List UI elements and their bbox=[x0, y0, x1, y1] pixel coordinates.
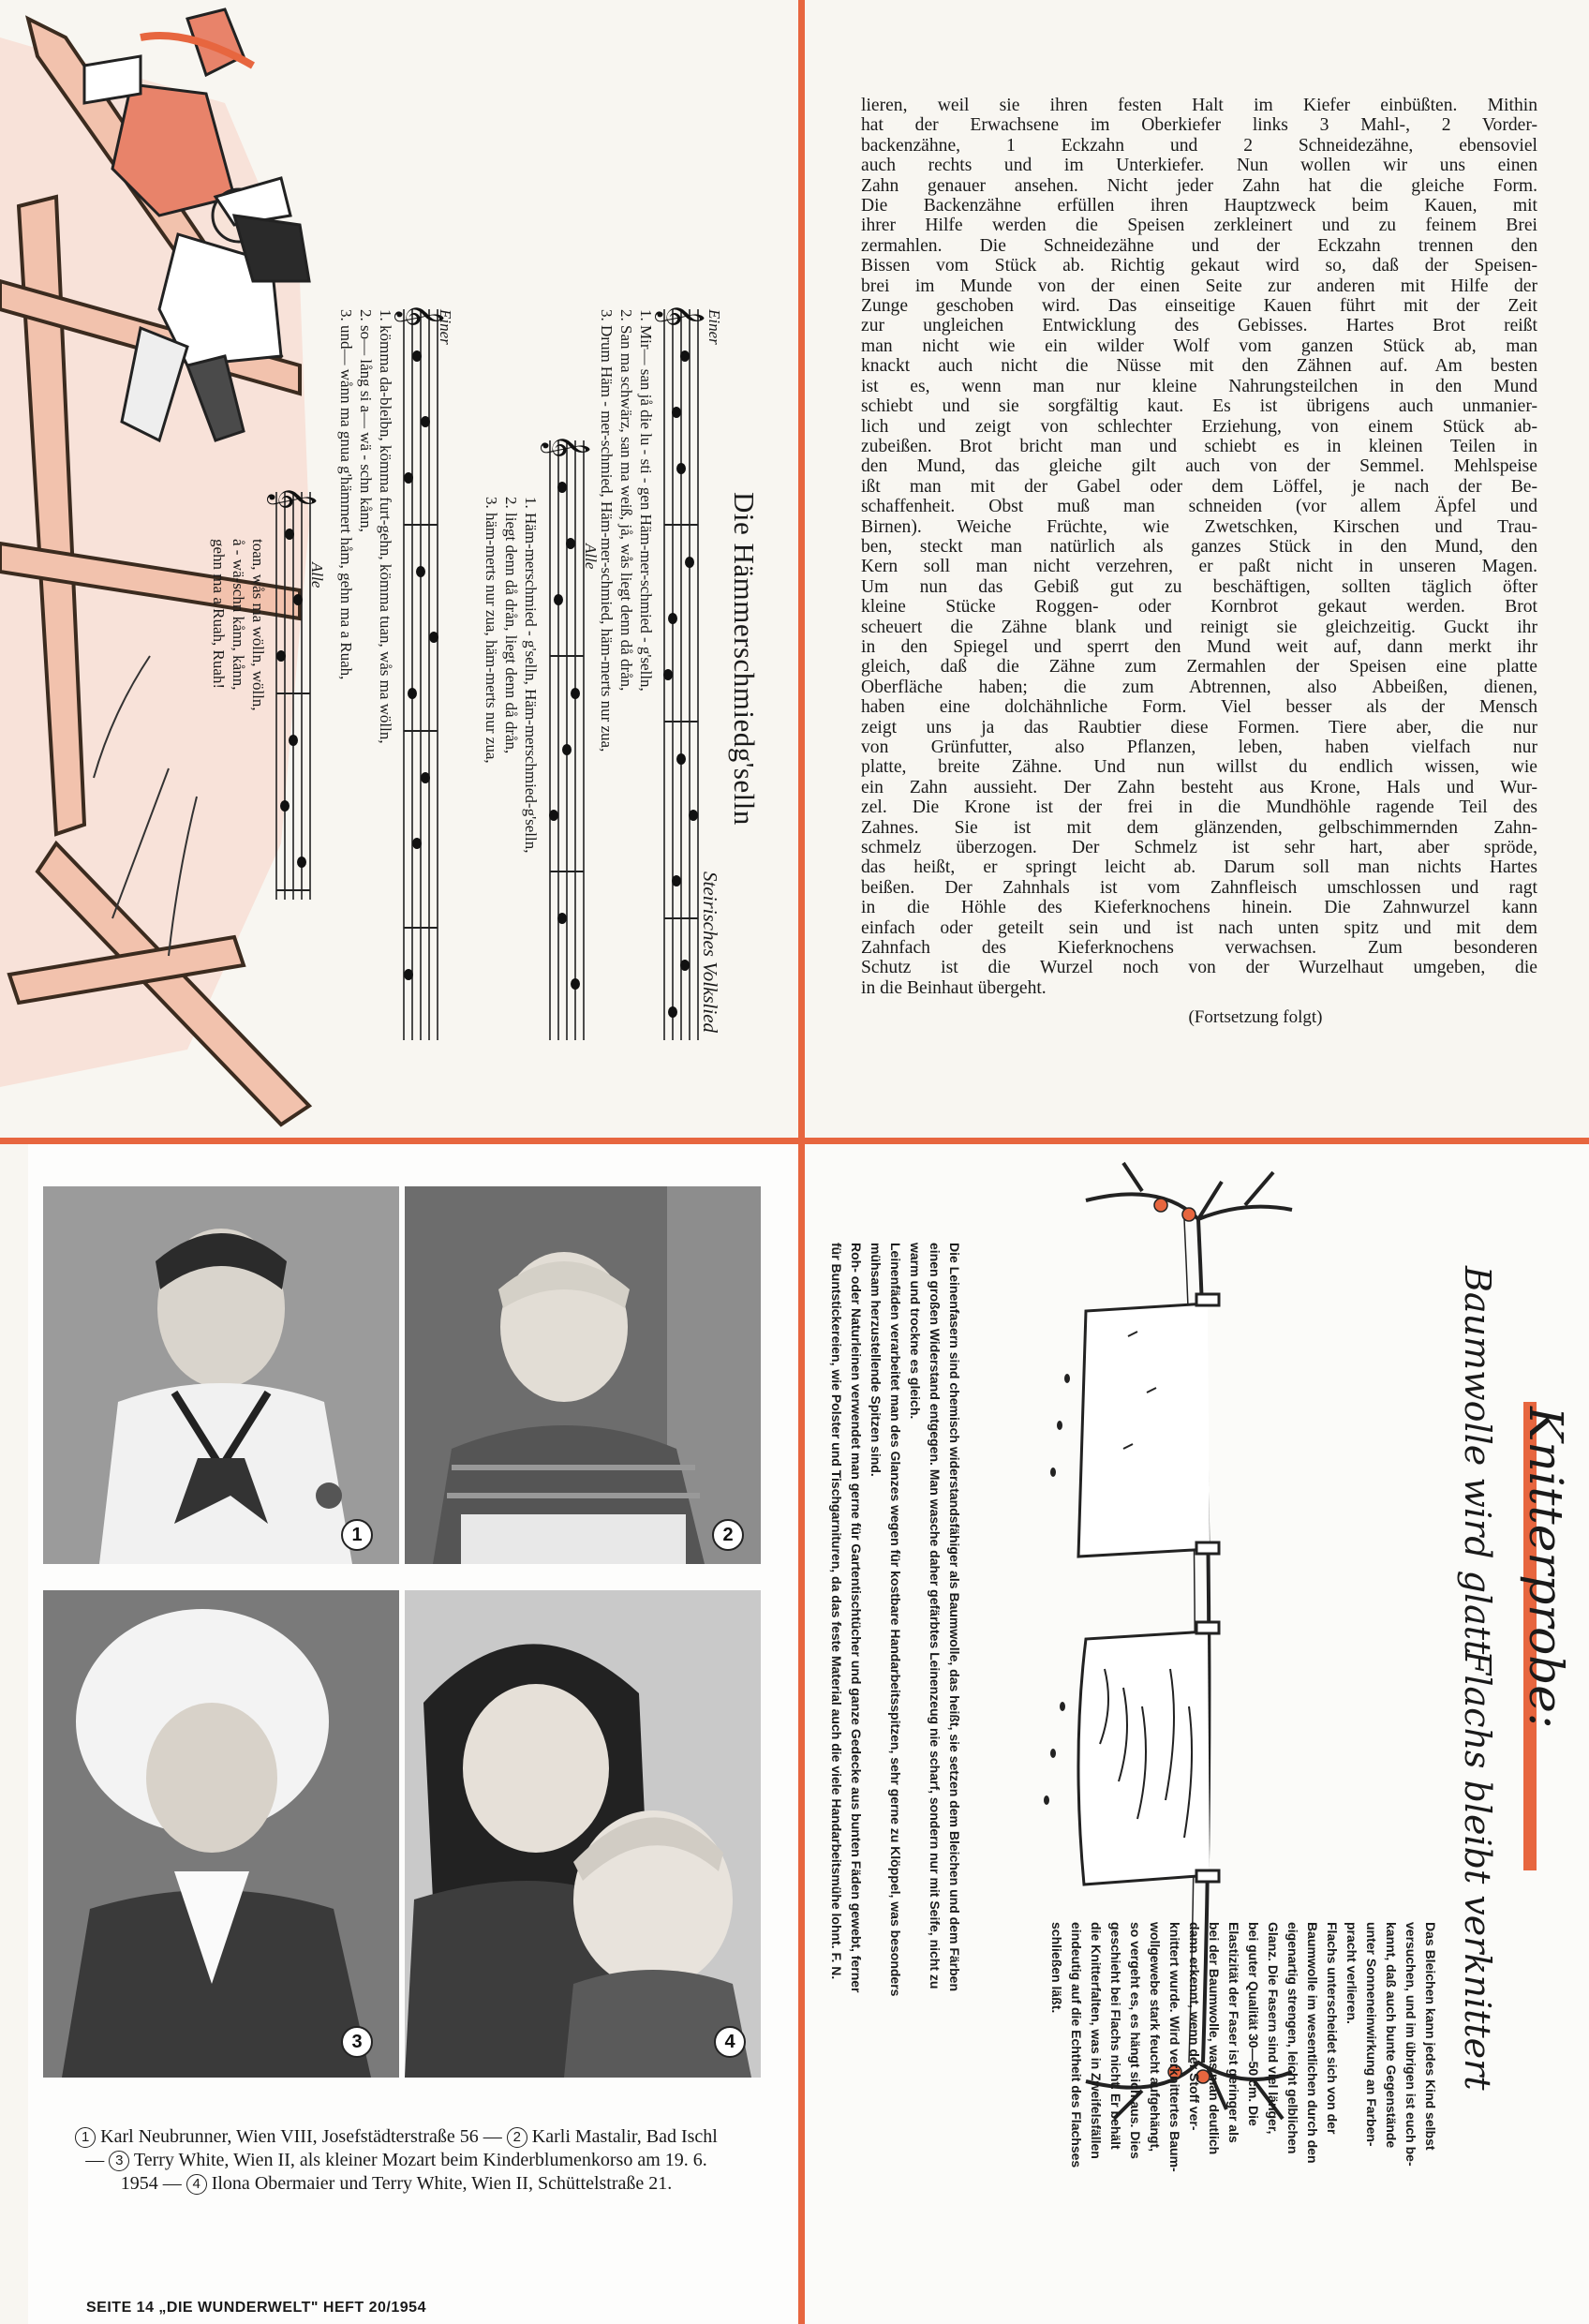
article-line: hat der Erwachsene im Oberkiefer links 3 Mahl-, 2 Vorder- bbox=[861, 115, 1537, 136]
caption-number: 1 bbox=[75, 2127, 96, 2148]
article-line: man nicht wie ein wilder Wolf vom ganzen Stück ab, man bbox=[861, 335, 1537, 356]
text-line: für Buntstickereien, wie Polster und Tischgarnituren, da das feste Material auch die viele Handarbeitsmühe lohnt. F. N. bbox=[829, 1243, 844, 1980]
caption-number: 2 bbox=[507, 2127, 527, 2148]
caption-text: Ilona Obermaier und Terry White, Wien II, Schüttelstraße 21. bbox=[211, 2173, 673, 2194]
article-line: von Grünfutter, also Pflanzen, leben, haben vielfach nur bbox=[861, 737, 1537, 757]
article-line: lieren, weil sie ihren festen Halt im Kiefer einbüßten. Mithin bbox=[861, 96, 1537, 115]
text-line: die Knitterfalten, was in Zweifelsfällen bbox=[1089, 1922, 1104, 2159]
article-line: ein Zahn aussieht. Der Zahn besteht aus Krone, Hals und Wur- bbox=[861, 777, 1537, 797]
flachs-text bbox=[1047, 1922, 1440, 2172]
caption-number: 4 bbox=[186, 2174, 207, 2195]
article-line: schmelz überzogen. Der Schmelz ist sehr hart, aber spröde, bbox=[861, 838, 1537, 858]
article-line: zeigt uns ja das Raubtier diese Formen. Tiere aber, die nur bbox=[861, 717, 1537, 737]
article-line: brei im Munde von der einen Seite zur anderen mit Hilfe der bbox=[861, 276, 1537, 296]
text-line: Baumwolle im wesentlichen durch den bbox=[1305, 1922, 1320, 2164]
article-line: backenzähne, 1 Eckzahn und 2 Schneidezähne, ebensoviel bbox=[861, 135, 1537, 156]
lyric-line: 2. so— lång si a— wä - schn kånn, bbox=[357, 309, 375, 532]
lyric-line: 1. Mir— san jå die lu - sti - gen Häm-mer-schmied - g'selln, bbox=[637, 309, 655, 692]
article-line: Bissen vom Stück ab. Richtig gekaut wird so, daß der Speisen- bbox=[861, 256, 1537, 276]
lyric-line: 1. kömma da-bleibn, kömma furt-gehn, kömma tuan, wås ma wölln, bbox=[377, 309, 394, 744]
text-line: eindeutig auf die Echtheit des Flachses bbox=[1069, 1922, 1084, 2168]
caption-number: 3 bbox=[109, 2151, 129, 2171]
photo-3 bbox=[43, 1590, 399, 2078]
article-line: Zahnfach des Kieferknochens verwachsen. Zum besonderen bbox=[861, 938, 1537, 959]
boy-sailor-suit-portrait bbox=[43, 1186, 399, 1564]
lyric-line: gehn ma a Ruah, Ruah! bbox=[210, 539, 228, 690]
photo-number: 1 bbox=[341, 1519, 373, 1551]
staff-3 bbox=[404, 309, 438, 1040]
lyric-line: å - wä-schn kånn, kånn, bbox=[230, 539, 247, 691]
article-line: schaffenheit. Obst muß man schneiden (vor allem Äpfel und bbox=[861, 497, 1537, 517]
article-line: Kern soll man nicht verzehren, er paßt nicht in unseren Magen. bbox=[861, 557, 1537, 577]
staff-3-label: Einer bbox=[437, 309, 454, 345]
text-line: Flachs unterscheidet sich von der bbox=[1325, 1922, 1340, 2135]
article-line: den Mund, das gleiche gilt auch von der Semmel. Mehlspeise bbox=[861, 456, 1537, 477]
text-line: pracht verlieren. bbox=[1344, 1922, 1359, 2024]
article-line: zermahlen. Die Schneidezähne und der Eckzahn trennen den bbox=[861, 235, 1537, 256]
article-line: schiebt und sie sorgfältig kaut. Es ist übrigens auch unmanier- bbox=[861, 396, 1537, 417]
article-line: Um nun das Gebiß gut zu beschäftigen, sollten täglich öfter bbox=[861, 576, 1537, 597]
article-line: auch rechts und im Unterkiefer. Nun wollen wir uns einen bbox=[861, 156, 1537, 176]
text-line: mühsam herzustellende Spitzen sind. bbox=[869, 1243, 884, 1477]
flax-label: Flachs bleibt verknittert bbox=[1457, 1650, 1498, 2091]
teeth-article-page bbox=[805, 0, 1589, 1138]
article-line: Zunge geschoben wird. Das einseitige Kauen führt mit der Zeit bbox=[861, 296, 1537, 317]
staff-4-lyrics bbox=[209, 539, 268, 895]
flax-cloth bbox=[1078, 1631, 1210, 1885]
staff-2 bbox=[550, 440, 584, 1040]
page-footer: SEITE 14 „DIE WUNDERWELT" HEFT 20/1954 bbox=[86, 2300, 426, 2316]
photo-2 bbox=[405, 1186, 761, 1564]
text-line: versuchen, und im übrigen ist euch be- bbox=[1403, 1922, 1418, 2167]
staff-4-label: Alle bbox=[308, 562, 326, 588]
article-line: ihrer Hilfe werden die Speisen zerkleinert und zu feinem Brei bbox=[861, 216, 1537, 236]
boy-sweater-portrait bbox=[405, 1186, 761, 1564]
lyric-line: toan, wås ma wölln, wölln, bbox=[249, 539, 267, 711]
lyric-line: 3. häm-merts nur zua, häm-merts nur zua, bbox=[483, 497, 500, 764]
caption-text: Karl Neubrunner, Wien VIII, Josefstädterstraße 56 — bbox=[100, 2126, 502, 2147]
text-line: so vergeht es, es hängt sich aus. Dies bbox=[1128, 1922, 1143, 2159]
song-title: Die Hämmerschmiedg'selln bbox=[728, 492, 761, 826]
article-line: Birnen). Weiche Früchte, wie Zwetschken, Kirschen und Trau- bbox=[861, 516, 1537, 537]
photo-number: 3 bbox=[341, 2026, 373, 2058]
song-illustration bbox=[0, 0, 798, 1138]
text-line: bei guter Qualität 30—50 cm. Die bbox=[1246, 1922, 1261, 2126]
caption-text: Terry White, Wien II, als kleiner Mozart beim Kinderblumenkorso am 19. 6. 1954 — bbox=[120, 2150, 707, 2194]
article-line: das heißt, er springt leicht ab. Darum soll man nichts Hartes bbox=[861, 857, 1537, 878]
text-line: kannt, daß auch bunte Gegenstände bbox=[1384, 1922, 1399, 2149]
text-line: Roh- oder Naturleinen verwendet man gerne für Gartentischtücher und ganze Gedecke aus bunten Fäden gewebt, ferner bbox=[849, 1243, 864, 1993]
svg-text:𝄞: 𝄞 bbox=[542, 434, 590, 459]
cotton-label: Baumwolle wird glatt bbox=[1457, 1266, 1498, 1655]
staff-2-label: Alle bbox=[582, 544, 600, 570]
article-line: Oberfläche haben; die zum Abtrennen, also Abbeißen, dienen, bbox=[861, 677, 1537, 697]
article-line: ist es, wenn man nur kleine Nahrungsteilchen in den Mund bbox=[861, 376, 1537, 396]
text-line: schließen läßt. bbox=[1049, 1922, 1064, 2014]
article-line: haben eine dolchähnliche Form. Viel besser als der Mensch bbox=[861, 697, 1537, 718]
lyric-line: 3. und— wånn ma gnua g'hämmert håm, gehn ma a Ruah, bbox=[337, 309, 355, 680]
child-mozart-costume-portrait bbox=[43, 1590, 399, 2078]
article-line: Zahnes. Sie ist mit dem glänzenden, gelbschimmernden Zahn- bbox=[861, 817, 1537, 838]
knitterprobe-title: Knitterprobe: bbox=[1519, 1407, 1573, 1729]
article-line: zur ungleichen Entwicklung des Gebisses. Hartes Brot reißt bbox=[861, 316, 1537, 336]
text-line: eigenartig strengen, leicht gelblichen bbox=[1285, 1922, 1300, 2154]
caption-text: Karli Mastalir, Bad Ischl — bbox=[85, 2126, 718, 2170]
article-line: kleine Stücke Roggen- oder Kornbrot gekaut werden. Brot bbox=[861, 597, 1537, 618]
article-line: einfach oder geteilt sein und ist nach unten spitz und mit dem bbox=[861, 917, 1537, 938]
text-line: Glanz. Die Fasern sind viel länger, bbox=[1266, 1922, 1281, 2135]
leinen-text bbox=[826, 1243, 964, 1996]
photo-caption bbox=[67, 2125, 725, 2196]
staff-2-lyrics bbox=[482, 497, 541, 1059]
continuation-note: (Fortsetzung folgt) bbox=[1188, 1007, 1323, 1028]
text-line: geschieht bei Flachs nicht. Er behält bbox=[1108, 1922, 1123, 2150]
article-line: beißen. Der Zahnhals ist vom Zahnfleisch umschlossen und ragt bbox=[861, 877, 1537, 898]
text-line: dann erkennt, wenn der Stoff ver- bbox=[1187, 1922, 1202, 2131]
staff-1-label: Einer bbox=[705, 309, 723, 345]
text-line: Leinenfäden verarbeitet man des Glanzes wegen für kostbare Handarbeitsspitzen, sehr gerne zu Klöppel, was besonders bbox=[888, 1243, 903, 1997]
article-line: Schutz ist die Wurzel noch von der Wurzelhaut umgeben, die bbox=[861, 958, 1537, 978]
text-line: bei der Baumwolle, was man deutlich bbox=[1207, 1922, 1222, 2155]
article-line: in die Beinhaut übergeht. bbox=[861, 977, 1047, 998]
text-line: Elastizität der Faser ist geringer als bbox=[1226, 1922, 1241, 2143]
article-line: Zahn genauer ansehen. Nicht jeder Zahn hat die gleiche Form. bbox=[861, 175, 1537, 196]
svg-text:𝄞: 𝄞 bbox=[269, 485, 317, 511]
photo-1 bbox=[43, 1186, 399, 1564]
svg-text:𝄞: 𝄞 bbox=[657, 303, 705, 328]
article-body bbox=[861, 96, 1537, 1028]
photo-4 bbox=[405, 1590, 761, 2078]
lyric-line: 2. liegt denn då drån, liegt denn då drån, bbox=[502, 497, 520, 754]
article-line: platte, breite Zähne. Und nun willst du endlich wissen, wie bbox=[861, 757, 1537, 778]
article-line: scheuert die Zähne blank und reinigt sie gleichzeitig. Guckt ihr bbox=[861, 617, 1537, 637]
article-line: in die Höhle des Kieferknochens hinein. Die Zahnwurzel kann bbox=[861, 898, 1537, 918]
article-line: Die Backenzähne erfüllen ihren Hauptzweck beim Kauen, mit bbox=[861, 196, 1537, 216]
staff-3-lyrics bbox=[336, 309, 395, 1040]
song-page bbox=[0, 0, 798, 1138]
article-line: ißt man mit der Gabel oder dem Löffel, je nach der Be- bbox=[861, 476, 1537, 497]
lyric-line: 1. Häm-merschmied - g'selln, Häm-merschmied-g'selln, bbox=[522, 497, 540, 854]
text-line: wollgewebe stark feucht aufgehängt, bbox=[1148, 1922, 1163, 2153]
text-line: Die Leinenfasern sind chemisch widerstandsfähiger als Baumwolle, das heißt, sie setzen dem Bleichen und dem Färben bbox=[947, 1243, 962, 1991]
girl-and-toddler-portrait bbox=[405, 1590, 761, 2078]
text-line: einen großen Widerstand entgegen. Man wasche daher gefärbtes Leinenzeug nie scharf, sondern nur mit Seife, nicht zu bbox=[928, 1243, 943, 1989]
lyric-line: 3. Drum Häm - mer-schmied, Häm-mer-schmied, häm-merts nur zua, bbox=[598, 309, 616, 752]
article-line: zel. Die Krone ist der frei in die Mundhöhle ragende Teil des bbox=[861, 797, 1537, 818]
staff-1-lyrics bbox=[597, 309, 656, 1040]
page-divider-vertical bbox=[798, 0, 805, 2324]
article-line: ben, steckt man natürlich als ganzes Stück in den Mund, den bbox=[861, 536, 1537, 557]
text-line: Das Bleichen kann jedes Kind selbst bbox=[1423, 1922, 1438, 2151]
text-line: knittert wurde. Wird verknittertes Baum- bbox=[1167, 1922, 1182, 2172]
svg-text:𝄞: 𝄞 bbox=[396, 303, 444, 328]
page-divider-horizontal bbox=[0, 1138, 1589, 1144]
photo-number: 4 bbox=[714, 2026, 746, 2058]
article-line: in den Spiegel und sperrt den Mund weit auf, dann merkt ihr bbox=[861, 636, 1537, 657]
article-line: zubeißen. Brot bricht man und schiebt es in kleinen Teilen in bbox=[861, 436, 1537, 456]
photo-number: 2 bbox=[712, 1519, 744, 1551]
cotton-cloth bbox=[1078, 1304, 1210, 1557]
text-line: warm und trockne es gleich. bbox=[908, 1243, 923, 1420]
article-line: gleich, daß die Zähne zum Zermahlen der Speisen eine platte bbox=[861, 657, 1537, 678]
knitterprobe-page bbox=[805, 1144, 1589, 2324]
lyric-line: 2. San ma schwärz, san ma weiß, jå, wås liegt denn då drån, bbox=[617, 309, 635, 692]
article-line: knackt auch nicht die Nüsse mit den Zähnen auf. Am besten bbox=[861, 356, 1537, 377]
text-line: unter Sonneneinwirkung an Farben- bbox=[1364, 1922, 1379, 2147]
song-origin: Steirisches Volkslied bbox=[699, 872, 721, 1034]
article-line: lich und zeigt von schlechter Erziehung, von einem Stück ab- bbox=[861, 416, 1537, 437]
